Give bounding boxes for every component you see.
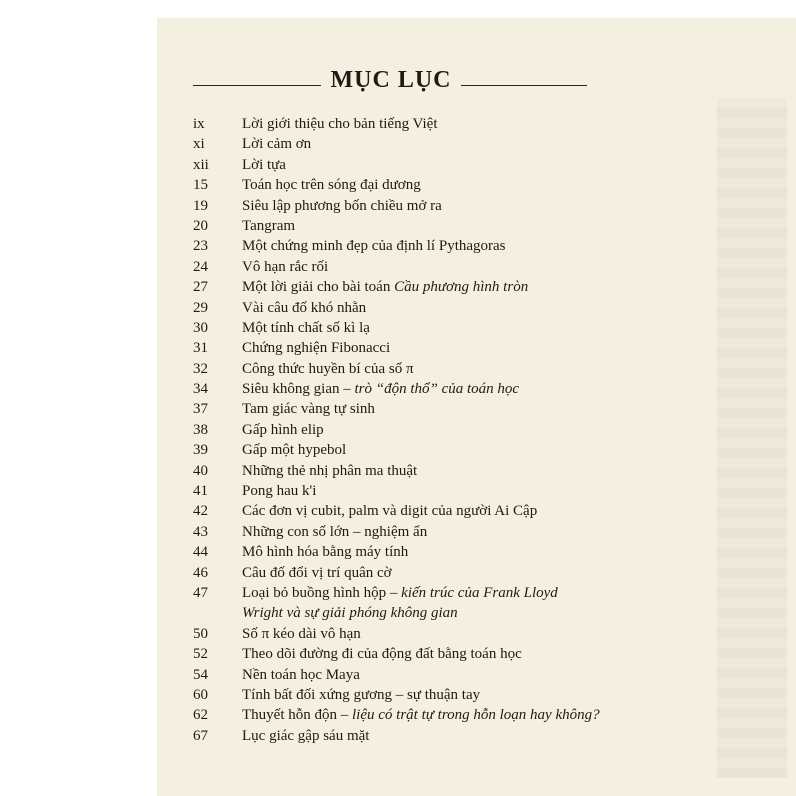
toc-entry-title: Gấp một hypebol bbox=[242, 442, 347, 459]
toc-page-number: 20 bbox=[193, 217, 208, 234]
toc-entry-title: Siêu lập phương bốn chiều mở ra bbox=[242, 197, 442, 214]
header-rule-right bbox=[461, 85, 587, 86]
toc-entry-title: Một lời giải cho bài toán bbox=[242, 279, 395, 296]
toc-entry-title: Một chứng minh đẹp của định lí Pythagoras bbox=[242, 238, 506, 255]
toc-entry-title: Vô hạn rắc rối bbox=[242, 258, 329, 275]
toc-entry bbox=[193, 277, 613, 297]
toc-header bbox=[193, 65, 587, 105]
toc-page-number: ix bbox=[193, 116, 205, 132]
toc-entry-title: Nền toán học Maya bbox=[242, 666, 360, 683]
toc-entry-title: Pong hau k'i bbox=[242, 483, 317, 500]
toc-entry bbox=[193, 563, 613, 583]
toc-entry bbox=[193, 114, 613, 134]
toc-entry bbox=[193, 522, 613, 542]
show-through-shadow bbox=[717, 98, 787, 778]
toc-page-number: 60 bbox=[193, 686, 208, 703]
toc-entry bbox=[193, 501, 613, 521]
toc-entry bbox=[193, 399, 613, 419]
page-title: MỤC LỤC bbox=[330, 67, 452, 93]
toc-entry bbox=[193, 583, 613, 603]
toc-entry bbox=[193, 440, 613, 460]
toc-entry-title: Tangram bbox=[242, 217, 296, 234]
toc-entry-title-italic: trò “độn thổ” của toán học bbox=[354, 381, 520, 398]
toc-entry-title: Siêu không gian – bbox=[242, 381, 355, 398]
toc-entry bbox=[193, 705, 613, 725]
toc-entry-title: Loại bỏ buồng hình hộp – bbox=[242, 584, 402, 601]
toc-entry bbox=[193, 726, 613, 746]
toc-entry-title: Các đơn vị cubit, palm và digit của người Ai Cập bbox=[242, 503, 538, 520]
toc-entry-title: Câu đố đổi vị trí quân cờ bbox=[242, 564, 392, 581]
toc-entry bbox=[193, 134, 613, 154]
toc-entry-title-italic: Cầu phương hình tròn bbox=[394, 279, 529, 296]
toc-page-number: 23 bbox=[193, 238, 208, 255]
toc-page-number: 41 bbox=[193, 483, 208, 500]
toc-entry bbox=[193, 481, 613, 501]
toc-page-number: 38 bbox=[193, 421, 208, 438]
toc-page-number: 24 bbox=[193, 258, 208, 275]
toc-entry bbox=[193, 236, 613, 256]
toc-entry bbox=[193, 216, 613, 236]
toc-entry-title: Theo dõi đường đi của động đất bằng toán học bbox=[242, 646, 522, 663]
toc-page-number: 27 bbox=[193, 279, 208, 296]
toc-entry bbox=[193, 359, 613, 379]
toc-entry-title: Tính bất đối xứng gương – sự thuận tay bbox=[242, 686, 481, 703]
toc-entry bbox=[193, 257, 613, 277]
toc-entry-title: Những thẻ nhị phân ma thuật bbox=[242, 462, 418, 479]
toc-page-number: 62 bbox=[193, 707, 208, 724]
toc-page-number: 46 bbox=[193, 564, 208, 581]
toc-entry bbox=[193, 379, 613, 399]
toc-entry-title: Thuyết hỗn độn – bbox=[242, 707, 352, 724]
toc-entry-title: Chứng nghiện Fibonacci bbox=[242, 340, 391, 357]
toc-entry bbox=[193, 624, 613, 644]
toc-page-number: 44 bbox=[193, 544, 208, 561]
toc-entry-title: Lời tựa bbox=[242, 156, 286, 173]
toc-page-number: 15 bbox=[193, 177, 208, 194]
toc-entry bbox=[193, 644, 613, 664]
toc-entry bbox=[193, 420, 613, 440]
toc-entry bbox=[193, 318, 613, 338]
toc-entry-title-italic: Wright và sự giải phóng không gian bbox=[242, 605, 458, 622]
toc-page-number: 47 bbox=[193, 584, 208, 601]
toc-entry-title: Gấp hình elip bbox=[242, 421, 324, 438]
toc-page-number: 40 bbox=[193, 462, 208, 479]
toc-page-number: 30 bbox=[193, 319, 208, 336]
toc-entry-title: Công thức huyền bí của số π bbox=[242, 360, 414, 377]
toc-entry-title: Những con số lớn – nghiệm ẩn bbox=[242, 523, 428, 540]
toc-entry-title: Mô hình hóa bằng máy tính bbox=[242, 544, 409, 561]
toc-page-number: 54 bbox=[193, 666, 208, 683]
toc-page-number: 34 bbox=[193, 381, 208, 398]
toc-entry bbox=[193, 542, 613, 562]
toc-page-number: 31 bbox=[193, 340, 208, 357]
table-of-contents bbox=[193, 114, 613, 746]
toc-entry-title: Tam giác vàng tự sinh bbox=[242, 401, 375, 418]
toc-page-number: 50 bbox=[193, 625, 208, 642]
toc-entry-title: Một tính chất số kì lạ bbox=[242, 319, 370, 336]
toc-entry-title-italic: kiến trúc của Frank Lloyd bbox=[401, 584, 558, 601]
toc-page-number: 42 bbox=[193, 503, 208, 520]
toc-entry-title: Số π kéo dài vô hạn bbox=[242, 625, 361, 642]
header-rule-left bbox=[193, 85, 321, 86]
toc-entry-title: Vài câu đố khó nhằn bbox=[242, 299, 367, 316]
toc-entry-title: Toán học trên sóng đại dương bbox=[242, 177, 421, 194]
toc-page-number: 19 bbox=[193, 197, 208, 214]
toc-entry-title-italic: liệu có trật tự trong hỗn loạn hay không? bbox=[352, 707, 600, 724]
toc-page-number: 43 bbox=[193, 523, 208, 540]
toc-page-number: 39 bbox=[193, 442, 208, 459]
toc-entry bbox=[193, 298, 613, 318]
toc-entry bbox=[193, 196, 613, 216]
toc-page-number: 37 bbox=[193, 401, 208, 418]
toc-page-number: xi bbox=[193, 136, 205, 153]
toc-page-number: xii bbox=[193, 156, 209, 173]
toc-page-number: 67 bbox=[193, 727, 208, 744]
toc-entry-title: Lục giác gập sáu mặt bbox=[242, 727, 370, 744]
toc-entry bbox=[193, 175, 613, 195]
toc-entry bbox=[193, 338, 613, 358]
toc-entry bbox=[193, 461, 613, 481]
toc-page-number: 52 bbox=[193, 646, 208, 663]
toc-entry-title: Lời giới thiệu cho bản tiếng Việt bbox=[242, 116, 438, 132]
toc-entry bbox=[193, 665, 613, 685]
toc-entry bbox=[193, 155, 613, 175]
toc-entry bbox=[193, 603, 613, 623]
toc-entry bbox=[193, 685, 613, 705]
toc-page-number: 32 bbox=[193, 360, 208, 377]
toc-entry-title: Lời cảm ơn bbox=[242, 136, 312, 153]
toc-page-number: 29 bbox=[193, 299, 208, 316]
